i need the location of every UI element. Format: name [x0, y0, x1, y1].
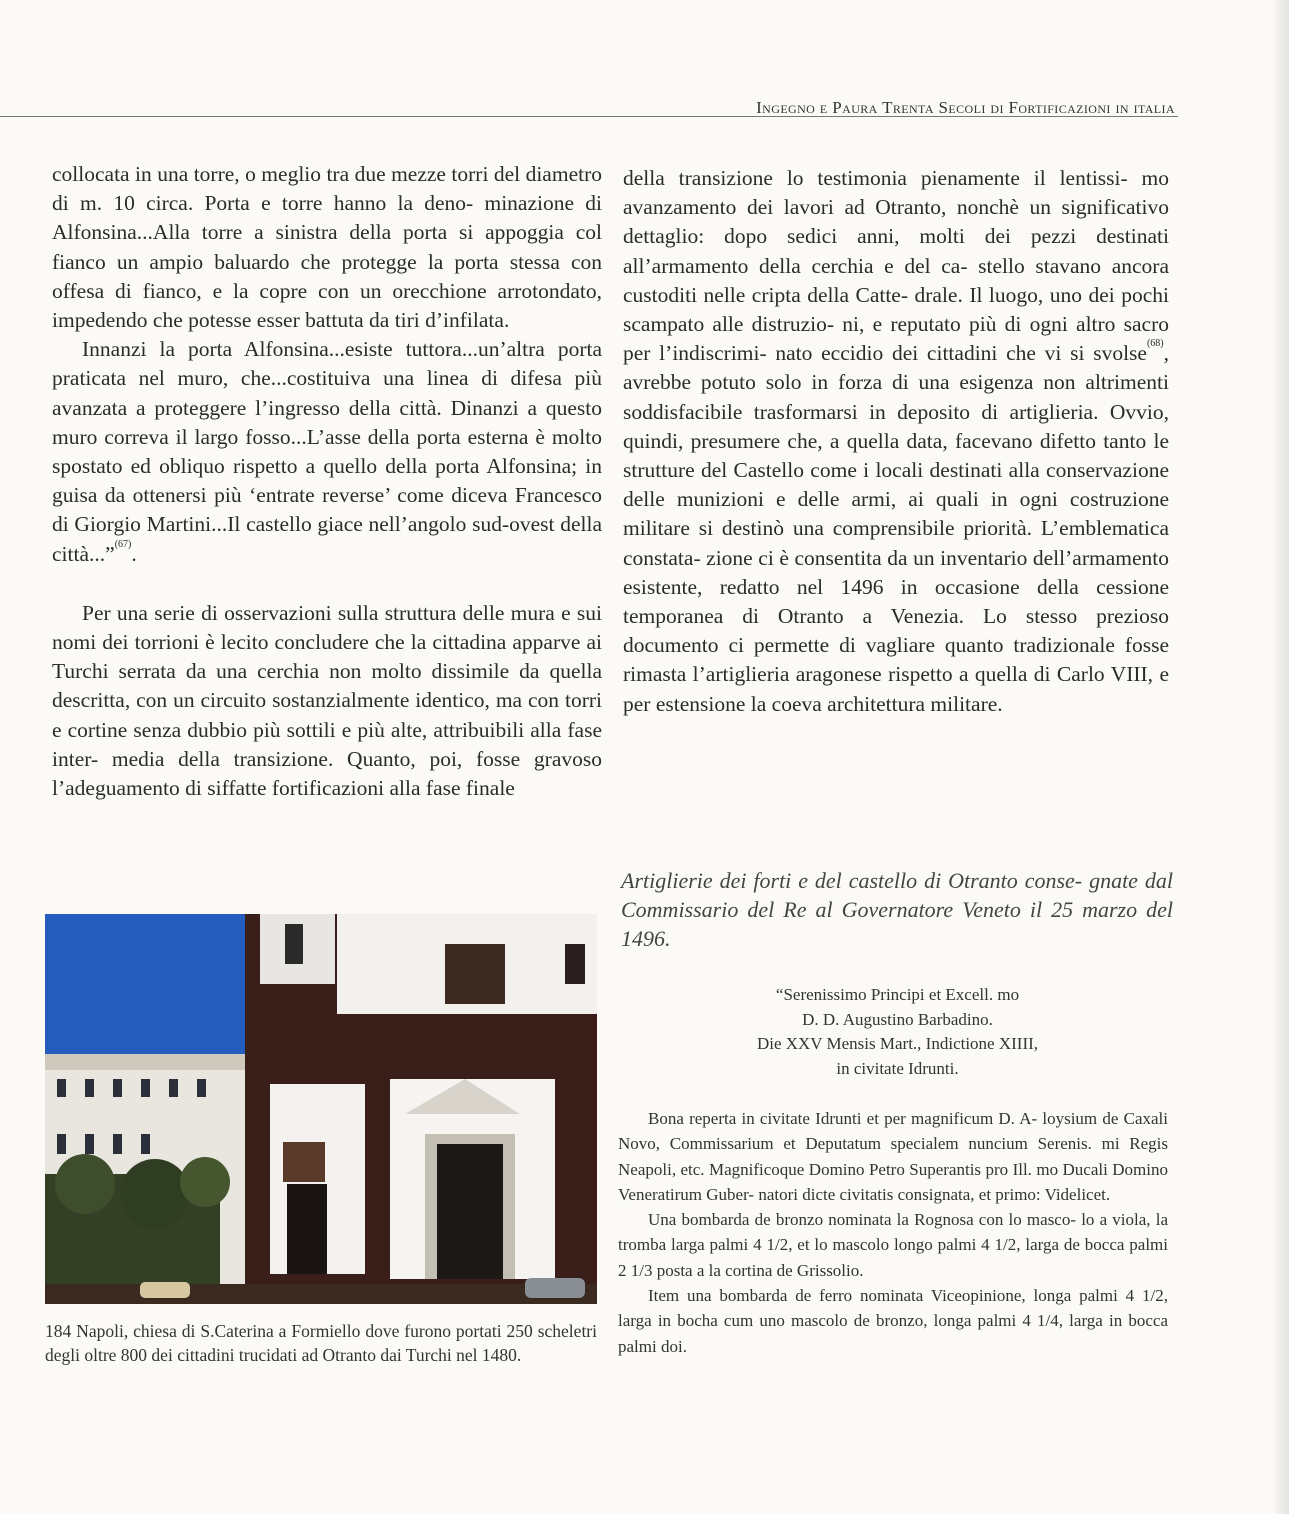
left-paragraph-1: collocata in una torre, o meglio tra due mezze torri del diametro di m. 10 circa. Porta e torre hanno la deno- minazione di Alfonsina...Alla torre a sinistra della porta si appoggia col fianco un ampio baluardo che protegge la porta stessa con offesa di fianco, e la copre con un orecchione arrotondato, impedendo che potesse esser battuta da tiri d’infilata.: [52, 162, 602, 333]
right-paragraph-1a: della transizione lo testimonia pienamente il lentissi- mo avanzamento dei lavori ad Otranto, nonchè un significativo dettaglio: dopo sedici anni, molti dei pezzi destinati all’armamento della cerchia e del ca- stello stavano ancora custoditi nelle cripta della Catte- drale. Il luogo, uno dei pochi scampato alle distruzio- ni, e reputato più di ogni altro sacro per l’indiscrimi- nato eccidio dei cittadini che vi si svolse: [623, 166, 1169, 366]
footnote-ref-67: (67): [114, 538, 132, 550]
right-column: [623, 164, 1169, 719]
church-photo: [45, 914, 597, 1304]
document-paragraph: Item una bombarda de ferro nominata Viceopinione, longa palmi 4 1/2, larga in bocha cum uno mascolo de bronzo, longa palmi 4 1/4, larga in bocca palmi doi.: [618, 1286, 1168, 1356]
page-edge: [1275, 0, 1289, 1514]
document-paragraph: Bona reperta in civitate Idrunti et per magnificum D. A- loysium de Caxali Novo, Commissarium et Deputatum specialem nuncium Serenis. mi Regis Neapoli, etc. Magnificoque Domino Petro Superantis pro Ill. mo Ducali Domino Veneratirum Guber- natori dicte civitatis consignata, et primo: Videlicet.: [618, 1109, 1168, 1204]
running-header: Ingegno e Paura Trenta Secoli di Fortificazioni in italia: [756, 98, 1175, 117]
left-column: [52, 160, 602, 803]
right-paragraph-1b: , avrebbe potuto solo in forza di una esigenza non altrimenti soddisfacibile trasformarsi in deposito di artiglieria. Ovvio, quindi, presumere che, a quella data, facevano difetto tanto le strutture del Castello come i locali destinati alla conservazione delle munizioni e delle armi, ai quali in ogni costruzione militare si destinò una comprensibile priorità. L’emblematica constata- zione ci è consentita da un inventario dell’armamento esistente, redatto nel 1496 in occasione della cessione temporanea di Otranto a Venezia. Lo stesso prezioso documento ci permette di vagliare quanto tradizionale fosse rimasta l’artiglieria aragonese rispetto a quella di Carlo VIII, e per estensione la coeva architettura militare.: [623, 341, 1169, 716]
left-paragraph-2-text: Innanzi la porta Alfonsina...esiste tuttora...un’altra porta praticata nel muro, che...costituiva una linea di difesa più avanzata a proteggere l’ingresso della città. Dinanzi a questo muro correva il largo fosso...L’asse della porta esterna è molto spostato ed obliquo rispetto a quello della porta Alfonsina; in guisa da ottenersi più ‘entrate reverse’ come diceva Francesco di Giorgio Martini...Il castello giace nell’angolo sud-ovest della città...”: [52, 337, 602, 566]
figure-caption: 184 Napoli, chiesa di S.Caterina a Formiello dove furono portati 250 scheletri degli oltre 800 dei cittadini trucidati ad Otranto dai Turchi nel 1480.: [45, 1321, 597, 1365]
document-paragraph: Una bombarda de bronzo nominata la Rognosa con lo masco- lo a viola, la tromba larga palmi 4 1/2, et lo mascolo longo palmi 4 1/2, larga de bocca palmi 2 1/3 posta a la cortina de Grissolio.: [618, 1210, 1168, 1280]
footnote-ref-68: (68): [1146, 338, 1164, 350]
left-paragraph-3: Per una serie di osservazioni sulla struttura delle mura e sui nomi dei torrioni è lecito concludere che la cittadina apparve ai Turchi serrata da una cerchia non molto dissimile da quella descritta, con un circuito sostanzialmente identico, ma con torri e cortine senza dubbio più sottili e più alte, attribuibili alla fase inter- media della transizione. Quanto, poi, fosse gravoso l’adeguamento di siffatte fortificazioni alla fase finale: [52, 600, 602, 801]
document-body: [618, 1106, 1168, 1359]
salutation-line: Die XXV Mensis Mart., Indictione XIIII,: [756, 1034, 1039, 1053]
left-paragraph-2: Innanzi la porta Alfonsina...esiste tuttora...un’altra porta praticata nel muro, che...costituiva una linea di difesa più avanzata a proteggere l’ingresso della città. Dinanzi a questo muro correva il largo fosso...L’asse della porta esterna è molto spostato ed obliquo rispetto a quello della porta Alfonsina; in guisa da ottenersi più ‘entrate reverse’ come diceva Francesco di Giorgio Martini...Il castello giace nell’angolo sud-ovest della città...”$^{(67)}$.: [52, 337, 602, 566]
salutation-line: D. D. Augustino Barbadino.: [802, 1009, 993, 1029]
salutation-line: “Serenissimo Principi et Excell. mo: [775, 985, 1020, 1004]
header-rule: [0, 116, 1178, 117]
inventory-title: Artiglierie dei forti e del castello di Otranto conse- gnate dal Commissario del Re al Governatore Veneto il 25 marzo del 1496.: [621, 868, 1173, 951]
right-paragraph-1: [623, 164, 1169, 719]
document-salutation: [640, 983, 1155, 1081]
salutation-line: in civitate Idrunti.: [836, 1058, 959, 1078]
